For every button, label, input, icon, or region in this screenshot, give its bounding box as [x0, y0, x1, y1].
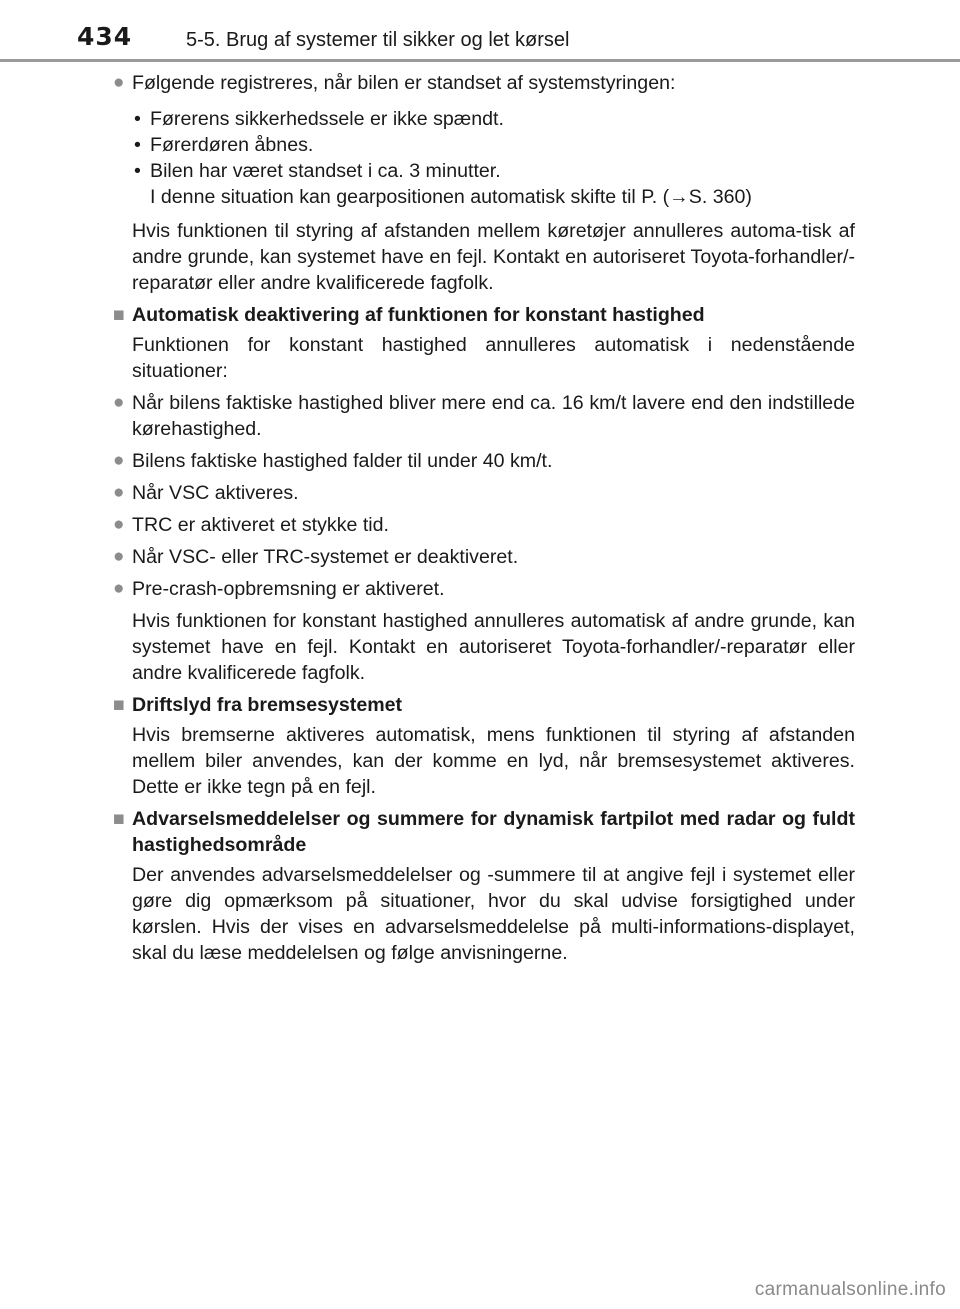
sub-note: I denne situation kan gearpositionen automatisk skifte til P. (→S. 360): [150, 186, 752, 208]
header-divider: [0, 59, 960, 62]
list-item: ● Når VSC- eller TRC-systemet er deaktiveret.: [113, 546, 519, 568]
section2-text: Hvis bremserne aktiveres automatisk, mens funktionen til styring af afstanden mellem biler anvendes, kan der komme en lyd, når bremsesystemet aktiveres. Dette er ikke tegn på en fejl.: [132, 724, 855, 798]
bullet-dot-icon: ●: [113, 72, 125, 93]
list-item: ● Når bilens faktiske hastighed bliver mere end ca. 16 km/t lavere end den indstillede kørehastighed.: [113, 392, 855, 440]
sub-bullet-icon: •: [134, 160, 141, 182]
square-bullet-icon: ■: [113, 808, 125, 830]
section-heading: ■ Automatisk deaktivering af funktionen for konstant hastighed: [113, 304, 705, 326]
bullet-dot-icon: ●: [113, 392, 125, 413]
sub-bullet-icon: •: [134, 134, 141, 156]
list-item: • Bilen har været standset i ca. 3 minutter.: [134, 160, 501, 182]
list-item: ● TRC er aktiveret et stykke tid.: [113, 514, 389, 536]
bullet-dot-icon: ●: [113, 450, 125, 471]
section-heading: ■ Advarselsmeddelelser og summere for dynamisk fartpilot med radar og fuldt hastighedsområde: [113, 808, 855, 856]
page-content: [113, 70, 855, 972]
intro-paragraph: Hvis funktionen til styring af afstanden mellem køretøjer annulleres automa-tisk af andre grunde, kan systemet have en fejl. Kontakt en autoriseret Toyota-forhandler/-reparatør eller andre kvalificerede fagfolk.: [132, 220, 855, 294]
page-number: 434: [77, 22, 133, 51]
list-item: ● Bilens faktiske hastighed falder til under 40 km/t.: [113, 450, 553, 472]
watermark: carmanualsonline.info: [754, 1279, 946, 1300]
section-title: 5-5. Brug af systemer til sikker og let kørsel: [186, 29, 570, 51]
intro-bullet-text: Følgende registreres, når bilen er standset af systemstyringen:: [132, 72, 676, 94]
section3-text: Der anvendes advarselsmeddelelser og -summere til at angive fejl i systemet eller gøre dig opmærksom på situationer, hvor du skal udvise forsigtighed under kørslen. Hvis der vises en advarselsmeddelelse på multi-informations-displayet, skal du læse meddelelsen og følge anvisningerne.: [132, 864, 855, 964]
bullet-dot-icon: ●: [113, 578, 125, 599]
bullet-dot-icon: ●: [113, 514, 125, 535]
list-item: ● Når VSC aktiveres.: [113, 482, 299, 504]
section-heading: ■ Driftslyd fra bremsesystemet: [113, 694, 403, 716]
section1-lead: Funktionen for konstant hastighed annulleres automatisk i nedenstående situationer:: [132, 334, 855, 382]
square-bullet-icon: ■: [113, 304, 125, 326]
list-item: ● Pre-crash-opbremsning er aktiveret.: [113, 578, 445, 600]
bullet-dot-icon: ●: [113, 546, 125, 567]
page-header: [0, 0, 960, 62]
list-item: • Førerdøren åbnes.: [134, 134, 314, 156]
bullet-dot-icon: ●: [113, 482, 125, 503]
section1-closing: Hvis funktionen for konstant hastighed annulleres automatisk af andre grunde, kan systemet have en fejl. Kontakt en autoriseret Toyota-forhandler/-reparatør eller andre kvalificerede fagfolk.: [132, 610, 855, 684]
square-bullet-icon: ■: [113, 694, 125, 716]
intro-sub-list: [132, 106, 855, 210]
sub-bullet-icon: •: [134, 108, 141, 130]
list-item: • Førerens sikkerhedssele er ikke spændt.: [134, 108, 504, 130]
intro-bullet: [113, 70, 855, 96]
